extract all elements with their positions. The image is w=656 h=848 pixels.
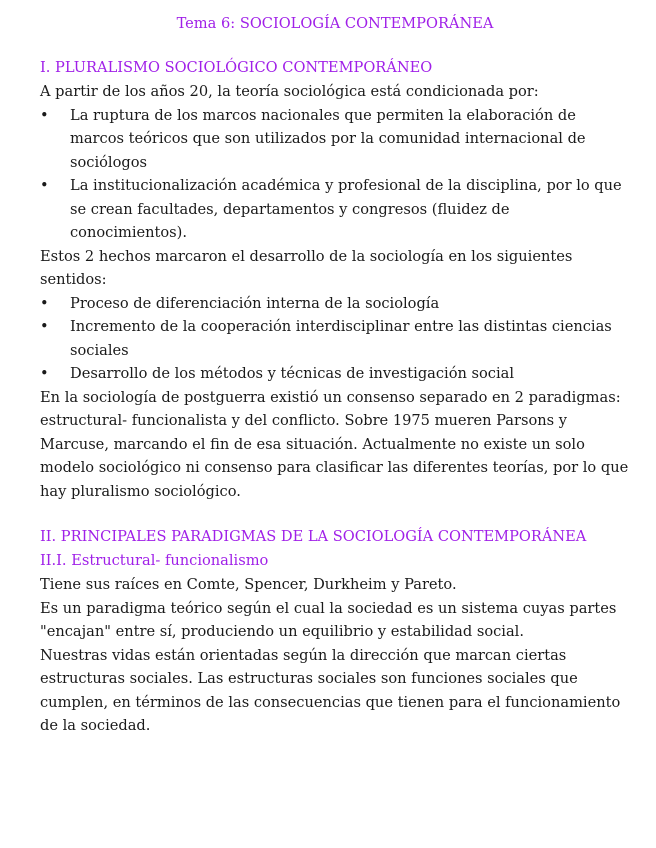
bullet-icon: • <box>40 177 49 194</box>
list-item <box>40 104 630 175</box>
list-item-text: Incremento de la cooperación interdisciplinar entre las distintas ciencias sociales <box>70 318 612 359</box>
list-item <box>40 362 630 386</box>
list-item <box>40 174 630 245</box>
section-1-middle: Estos 2 hechos marcaron el desarrollo de la sociología en los siguientes sentidos: <box>40 247 573 288</box>
document-title: Tema 6: SOCIOLOGÍA CONTEMPORÁNEA <box>176 15 494 32</box>
bullet-icon: • <box>40 294 49 312</box>
document-page <box>40 12 630 738</box>
section-2-heading: II. PRINCIPALES PARADIGMAS DE LA SOCIOLOGÍA CONTEMPORÁNEA <box>40 528 587 545</box>
bullet-list-a <box>40 104 630 245</box>
section-1-intro: A partir de los años 20, la teoría sociológica está condicionada por: <box>40 83 539 100</box>
section-2-paragraph: Nuestras vidas están orientadas según la dirección que marcan ciertas estructuras sociales. Las estructuras sociales son funciones sociales que cumplen, en términos de las consecuencias que tienen para el funcionamiento de la sociedad. <box>40 646 621 734</box>
list-item <box>40 315 630 362</box>
bullet-icon: • <box>40 318 49 335</box>
list-item-text: La ruptura de los marcos nacionales que permiten la elaboración de marcos teóricos que son utilizados por la comunidad internacional de sociólogos <box>70 106 586 171</box>
list-item-text: Proceso de diferenciación interna de la sociología <box>70 294 440 312</box>
list-item-text: Desarrollo de los métodos y técnicas de investigación social <box>70 365 515 382</box>
bullet-list-b <box>40 292 630 386</box>
list-item <box>40 292 630 316</box>
bullet-icon: • <box>40 106 49 124</box>
section-spacer <box>40 503 630 525</box>
section-1-closing: En la sociología de postguerra existió un consenso separado en 2 paradigmas: estructural- funcionalista y del conflicto. Sobre 1975 mueren Parsons y Marcuse, marcando el fin de esa situación. Actualmente no existe un solo modelo sociológico ni consenso para clasificar las diferentes teorías, por lo que hay pluralismo sociológico. <box>40 388 629 500</box>
section-2-subheading: II.I. Estructural- funcionalismo <box>40 552 269 569</box>
section-2-paragraph: Tiene sus raíces en Comte, Spencer, Durkheim y Pareto. <box>40 576 457 593</box>
list-item-text: La institucionalización académica y profesional de la disciplina, por lo que se crean facultades, departamentos y congresos (fluidez de conocimientos). <box>70 177 622 241</box>
section-1-heading: I. PLURALISMO SOCIOLÓGICO CONTEMPORÁNEO <box>40 59 433 76</box>
section-2-paragraph: Es un paradigma teórico según el cual la sociedad es un sistema cuyas partes "encajan" entre sí, produciendo un equilibrio y estabilidad social. <box>40 599 617 640</box>
bullet-icon: • <box>40 365 49 382</box>
